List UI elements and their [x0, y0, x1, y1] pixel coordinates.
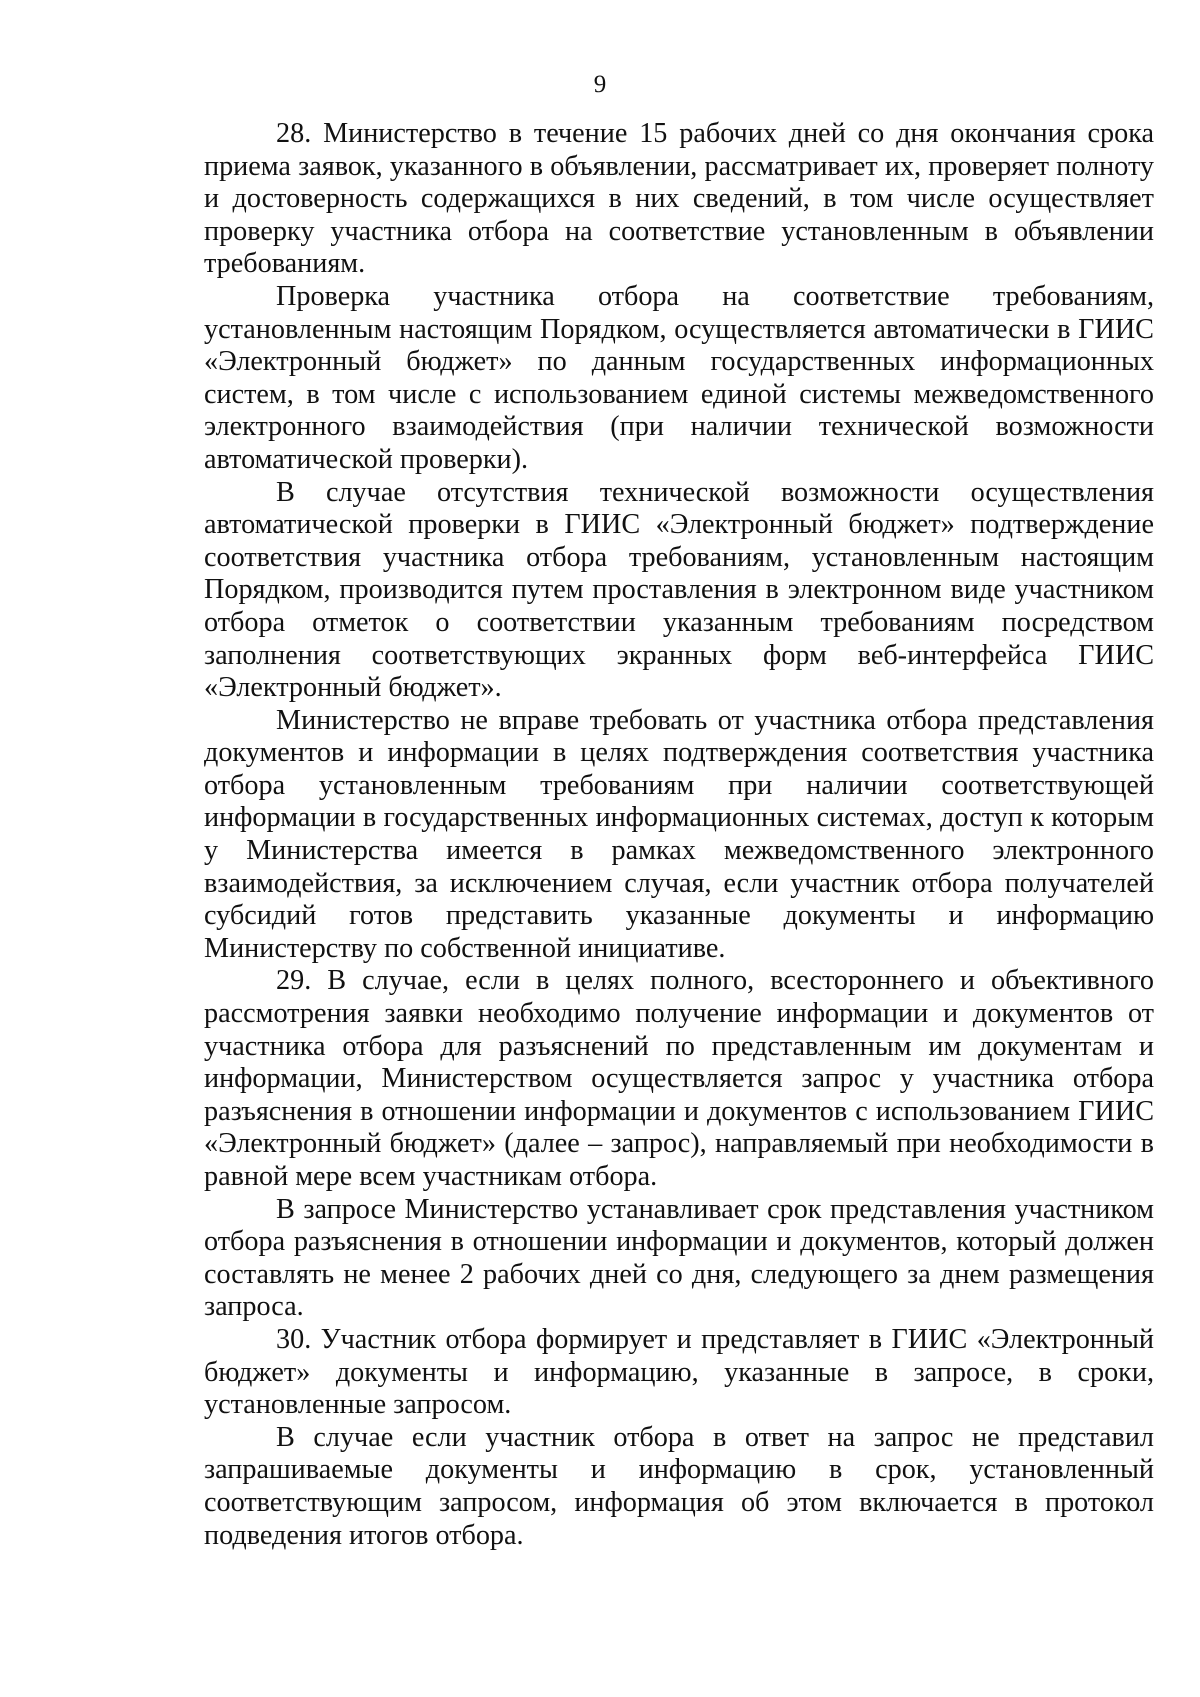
document-body [204, 118, 1154, 1552]
paragraph-manual-check: В случае отсутствия технической возможности осуществления автоматической проверки в ГИИС «Электронный бюджет» подтверждение соответствия участника отбора требованиям, установленным настоящим Порядком, производится путем проставления в электронном виде участником отбора отметок о соответствии указанным требованиям посредством заполнения соответствующих экранных форм веб-интерфейса ГИИС «Электронный бюджет». [204, 476, 1154, 704]
paragraph-failure-to-respond: В случае если участник отбора в ответ на запрос не представил запрашиваемые документы и информацию в срок, установленный соответствующим запросом, информация об этом включается в протокол подведения итогов отбора. [204, 1421, 1154, 1551]
paragraph-automatic-check: Проверка участника отбора на соответствие требованиям, установленным настоящим Порядком, осуществляется автоматически в ГИИС «Электронный бюджет» по данным государственных информационных систем, в том числе с использованием единой системы межведомственного электронного взаимодействия (при наличии технической возможности автоматической проверки). [204, 280, 1154, 475]
page-number: 9 [593, 71, 607, 98]
paragraph-request-deadline: В запросе Министерство устанавливает срок представления участником отбора разъяснения в отношении информации и документов, который должен составлять не менее 2 рабочих дней со дня, следующего за днем размещения запроса. [204, 1193, 1154, 1323]
paragraph-30: 30. Участник отбора формирует и представляет в ГИИС «Электронный бюджет» документы и информацию, указанные в запросе, в сроки, установленные запросом. [204, 1323, 1154, 1421]
paragraph-29: 29. В случае, если в целях полного, всестороннего и объективного рассмотрения заявки необходимо получение информации и документов от участника отбора для разъяснений по представленным им документам и информации, Министерством осуществляется запрос у участника отбора разъяснения в отношении информации и документов с использованием ГИИС «Электронный бюджет» (далее – запрос), направляемый при необходимости в равной мере всем участникам отбора. [204, 965, 1154, 1192]
paragraph-ministry-restriction: Министерство не вправе требовать от участника отбора представления документов и информации в целях подтверждения соответствия участника отбора установленным требованиям при наличии соответствующей информации в государственных информационных системах, доступ к которым у Министерства имеется в рамках межведомственного электронного взаимодействия, за исключением случая, если участник отбора получателей субсидий готов представить указанные документы и информацию Министерству по собственной инициативе. [204, 704, 1154, 964]
paragraph-28: 28. Министерство в течение 15 рабочих дней со дня окончания срока приема заявок, указанного в объявлении, рассматривает их, проверяет полноту и достоверность содержащихся в них сведений, в том числе осуществляет проверку участника отбора на соответствие установленным в объявлении требованиям. [204, 118, 1154, 280]
